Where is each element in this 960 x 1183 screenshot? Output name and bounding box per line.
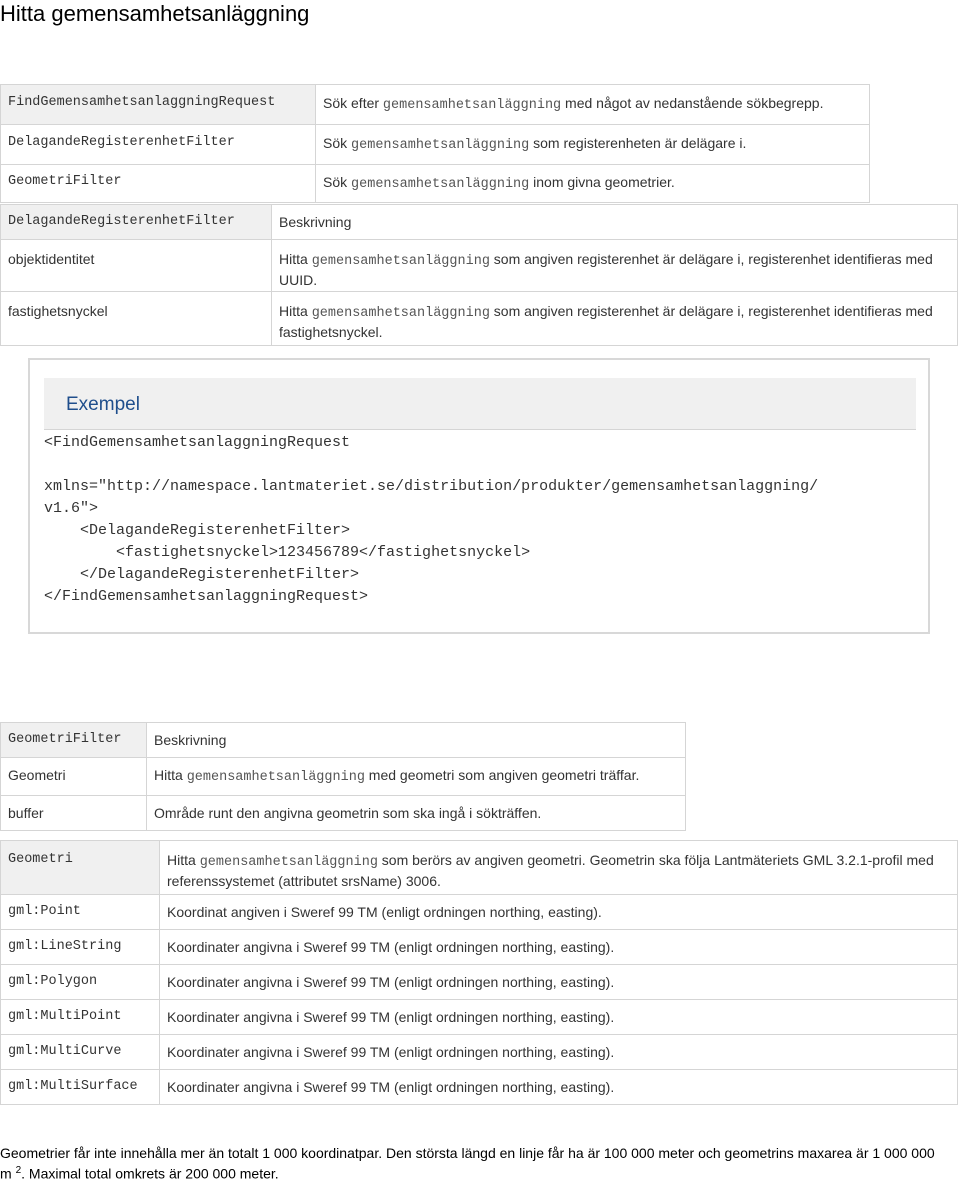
geometry-desc-cell: Koordinat angiven i Sweref 99 TM (enligt ordningen northing, easting). [160,895,958,930]
table-row [1,292,958,346]
param-desc-cell [147,796,686,831]
example-panel [28,358,930,634]
table-row [1,240,958,292]
desc-text: Sök [323,135,352,151]
desc-code: gemensamhetsanläggning [199,855,378,870]
desc-text: med geometri som angiven geometri träffar. [364,767,640,783]
request-table [0,84,870,203]
desc-code: gemensamhetsanläggning [351,138,530,153]
table-header-row [1,723,686,758]
filter-name-cell: DelagandeRegisterenhetFilter [1,125,316,165]
param-name-cell: objektidentitet [1,240,272,292]
geometry-type-cell: gml:Point [1,895,160,930]
table-header-row [1,841,958,895]
delagande-filter-table [0,204,958,346]
geometry-type-cell: gml:LineString [1,930,160,965]
table-row [1,796,686,831]
table-row [1,1035,958,1070]
request-name-cell: FindGemensamhetsanlaggningRequest [1,85,316,125]
desc-code: gemensamhetsanläggning [382,98,562,113]
filter-desc-cell [316,165,870,203]
desc-text: Hitta [167,852,200,868]
geometry-desc-cell: Koordinater angivna i Sweref 99 TM (enligt ordningen northing, easting). [160,1070,958,1105]
geometri-filter-table [0,722,686,831]
request-desc-cell [316,85,870,125]
desc-code: gemensamhetsanläggning [311,254,490,269]
example-header [44,378,916,430]
example-title: Exempel [66,394,140,415]
param-name-cell: fastighetsnyckel [1,292,272,346]
note-text: . Maximal total omkrets är 200 000 meter. [21,1165,279,1182]
table-header-name: GeometriFilter [1,723,147,758]
table-row [1,1070,958,1105]
table-header-name: Geometri [1,841,160,895]
geometry-type-cell: gml:Polygon [1,965,160,1000]
geometry-limits-note [0,1144,950,1183]
param-desc-cell [272,292,958,346]
desc-text: som angiven registerenhet är delägare i, registerenhet identifieras med fastighetsnyckel. [279,303,933,340]
desc-text: Hitta [154,767,187,783]
table-row [1,965,958,1000]
table-header-desc: Beskrivning [147,723,686,758]
table-row [1,1000,958,1035]
desc-text: Sök efter [323,95,383,111]
table-header-desc: Beskrivning [272,205,958,240]
example-code-block: <FindGemensamhetsanlaggningRequest xmlns="http://namespace.lantmateriet.se/distribution/produkter/gemensamhetsanlaggning/ v1.6"> <DelagandeRegisterenhetFilter> <fastighetsnyckel>123456789</fastighetsnyckel> </DelagandeRegisterenhetFilter> </FindGemensamhetsanlaggningRequest> [44,434,819,605]
desc-text: inom givna geometrier. [529,174,675,190]
param-name-cell: buffer [1,796,147,831]
table-row [1,930,958,965]
geometry-desc-cell: Koordinater angivna i Sweref 99 TM (enligt ordningen northing, easting). [160,965,958,1000]
geometry-desc-cell: Koordinater angivna i Sweref 99 TM (enligt ordningen northing, easting). [160,1000,958,1035]
desc-text: Hitta [279,251,312,267]
desc-code: gemensamhetsanläggning [351,177,530,192]
table-header-name: DelagandeRegisterenhetFilter [1,205,272,240]
param-name-cell: Geometri [1,758,147,796]
geometry-type-cell: gml:MultiCurve [1,1035,160,1070]
desc-code: gemensamhetsanläggning [186,770,365,785]
param-desc-cell [272,240,958,292]
note-text: Geometrier får inte innehålla mer än totalt 1 000 koordinatpar. Den största längd en linje får ha är 100 000 meter och geometrins maxarea är 1 000 000 m [0,1145,935,1182]
geometry-desc-cell: Koordinater angivna i Sweref 99 TM (enligt ordningen northing, easting). [160,930,958,965]
table-row [1,758,686,796]
geometry-type-cell: gml:MultiSurface [1,1070,160,1105]
geometry-desc-cell: Koordinater angivna i Sweref 99 TM (enligt ordningen northing, easting). [160,1035,958,1070]
desc-text: som angiven registerenhet är delägare i, registerenhet identifieras med UUID. [279,251,933,288]
table-row [1,125,870,165]
geometri-table [0,840,958,1105]
desc-text: Hitta [279,303,312,319]
desc-code: gemensamhetsanläggning [311,306,490,321]
table-header-row [1,205,958,240]
param-desc-cell [147,758,686,796]
geometry-type-cell: gml:MultiPoint [1,1000,160,1035]
desc-text: Sök [323,174,352,190]
table-header-desc [160,841,958,895]
desc-text: som registerenheten är delägare i. [529,135,747,151]
filter-name-cell: GeometriFilter [1,165,316,203]
page-title: Hitta gemensamhetsanläggning [0,1,310,26]
desc-text: med något av nedanstående sökbegrepp. [561,95,824,111]
desc-text: som berörs av angiven geometri. Geometrin ska följa Lantmäteriets GML 3.2.1-profil med referenssystemet (attributet srsName) 3006. [167,852,934,889]
filter-desc-cell [316,125,870,165]
note-superscript: 2 [15,1165,22,1176]
desc-text: Område runt den angivna geometrin som ska ingå i sökträffen. [154,805,542,821]
table-row [1,895,958,930]
table-row [1,85,870,125]
table-row [1,165,870,203]
